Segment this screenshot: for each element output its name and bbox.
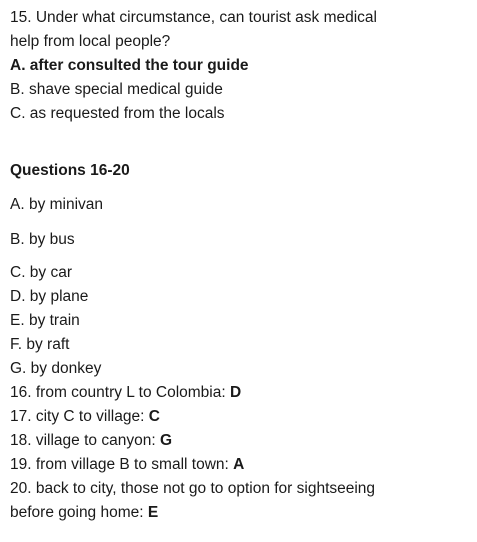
option-a: A. by minivan — [10, 196, 104, 213]
question-text: 19. from village B to small town: — [10, 456, 234, 473]
q15-text-line-1: 15. Under what circumstance, can tourist ask medical — [10, 9, 377, 26]
section-heading: Questions 16-20 — [10, 162, 130, 179]
question-18 — [10, 431, 172, 451]
question-20-line-1: 20. back to city, those not go to option for sightseeing — [10, 480, 376, 497]
option-e: E. by train — [10, 312, 80, 329]
question-17 — [10, 407, 160, 427]
q15-option-b: B. shave special medical guide — [10, 81, 223, 98]
q15-option-c: C. as requested from the locals — [10, 105, 225, 122]
q15-option-a: A. after consulted the tour guide — [10, 57, 249, 74]
question-text: 18. village to canyon: — [10, 432, 160, 449]
option-d: D. by plane — [10, 288, 89, 305]
question-19 — [10, 455, 244, 475]
question-20-line-2 — [10, 503, 158, 523]
option-c: C. by car — [10, 264, 73, 281]
question-text: 17. city C to village: — [10, 408, 149, 425]
option-g: G. by donkey — [10, 360, 102, 377]
answer: C — [148, 408, 160, 425]
answer: E — [147, 504, 159, 521]
question-text: 16. from country L to Colombia: — [10, 384, 230, 401]
question-text: before going home: — [10, 504, 148, 521]
answer: G — [159, 432, 172, 449]
q15-text-line-2: help from local people? — [10, 33, 171, 50]
question-16 — [10, 383, 241, 403]
option-f: F. by raft — [10, 336, 70, 353]
answer: D — [229, 384, 242, 401]
option-b: B. by bus — [10, 231, 75, 248]
answer: A — [233, 456, 245, 473]
